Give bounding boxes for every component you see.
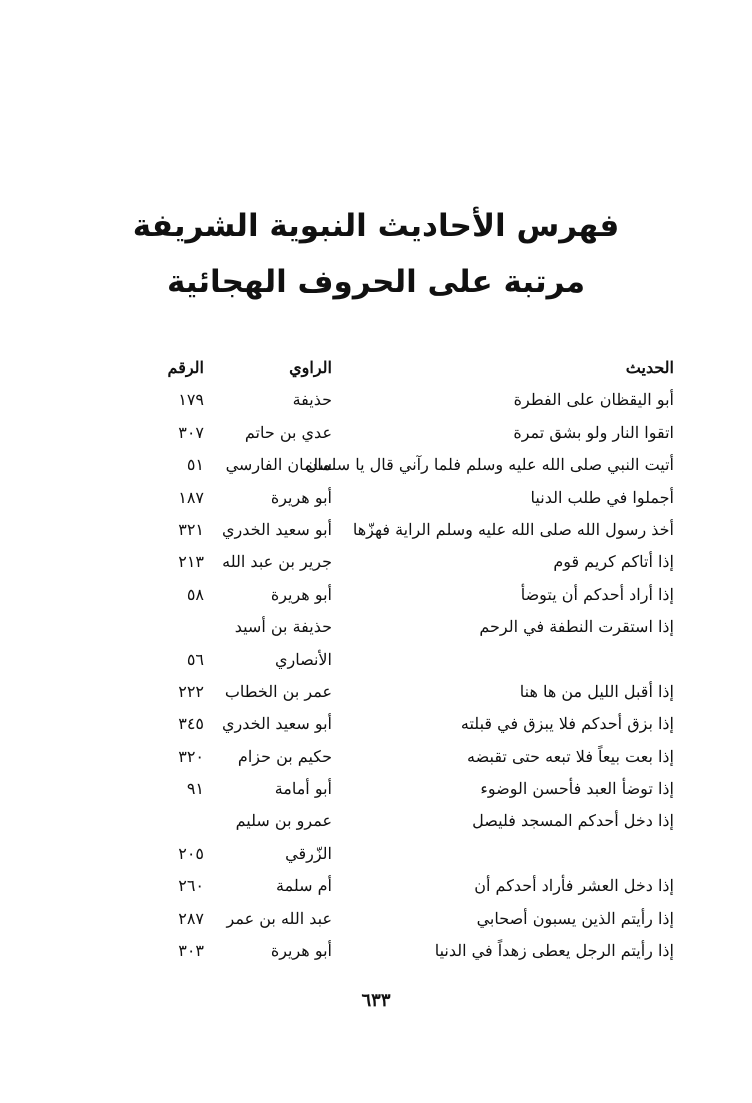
entry-number: ٢٢٢	[178, 681, 204, 701]
hadith-text: إذا استقرت النطفة في الرحم	[479, 617, 674, 637]
table-row	[0, 482, 752, 514]
narrator-name: أبو سعيد الخدري	[222, 519, 332, 539]
narrator-name: أبو هريرة	[270, 941, 332, 961]
table-row	[0, 449, 752, 481]
table-row	[0, 935, 752, 967]
entry-number: ٢٨٧	[178, 908, 204, 928]
hadith-text: إذا دخل أحدكم المسجد فليصل	[472, 811, 674, 831]
title-line-1: فهرس الأحاديث النبوية الشريفة	[132, 208, 620, 244]
narrator-name: حذيفة	[292, 390, 332, 410]
hadith-text: إذا أراد أحدكم أن يتوضأ	[520, 584, 674, 604]
narrator-name: سلمان الفارسي	[225, 455, 332, 475]
table-row	[0, 676, 752, 708]
hadith-index-table	[0, 352, 752, 967]
narrator-name: أبو سعيد الخدري	[222, 714, 332, 734]
entry-number	[164, 611, 204, 643]
narrator-name: أم سلمة	[276, 876, 332, 896]
table-row	[0, 417, 752, 449]
table-row	[0, 838, 752, 870]
hadith-text: إذا بعت بيعاً فلا تبعه حتى تقبضه	[467, 746, 674, 766]
entry-number: ٣٠٧	[178, 422, 204, 442]
hadith-text: إذا بزق أحدكم فلا يبزق في قبلته	[460, 714, 674, 734]
hadith-text: أبو اليقظان على الفطرة	[513, 390, 674, 410]
narrator-name: أبو أمامة	[274, 779, 332, 799]
table-row	[0, 644, 752, 676]
narrator-name: عبد الله بن عمر	[226, 908, 332, 928]
index-title	[0, 198, 752, 310]
table-body	[0, 384, 752, 967]
narrator-name: عدي بن حاتم	[244, 422, 332, 442]
header-rawi: الراوي	[289, 358, 332, 377]
table-row	[0, 384, 752, 416]
entry-number: ٢٠٥	[178, 843, 204, 863]
entry-number: ٥٦	[186, 649, 204, 669]
narrator-name: أبو هريرة	[270, 487, 332, 507]
header-number: الرقم	[167, 358, 204, 377]
hadith-text: أتيت النبي صلى الله عليه وسلم فلما رآني قال يا سلمان	[305, 455, 674, 475]
entry-number: ٥٨	[186, 584, 204, 604]
entry-number: ٩١	[186, 779, 204, 799]
hadith-text: إذا أقبل الليل من ها هنا	[519, 681, 674, 701]
title-line-2: مرتبة على الحروف الهجائية	[166, 264, 586, 300]
entry-number: ٣٠٣	[178, 941, 204, 961]
entry-number: ٢١٣	[178, 552, 204, 572]
table-row	[0, 903, 752, 935]
narrator-name: حذيفة بن أسيد	[234, 617, 332, 637]
table-row	[0, 870, 752, 902]
entry-number: ٥١	[186, 455, 204, 475]
narrator-name: حكيم بن حزام	[237, 746, 332, 766]
hadith-text: إذا دخل العشر فأراد أحدكم أن	[474, 876, 674, 896]
table-row	[0, 611, 752, 643]
entry-number	[164, 805, 204, 837]
hadith-text: اتقوا النار ولو بشق تمرة	[513, 422, 674, 442]
table-row	[0, 741, 752, 773]
header-hadith: الحديث	[625, 358, 674, 377]
entry-number: ٣٢٠	[178, 746, 204, 766]
hadith-text: إذا توضأ العبد فأحسن الوضوء	[480, 779, 674, 799]
entry-number: ٣٢١	[178, 519, 204, 539]
hadith-text: إذا رأيتم الرجل يعطى زهداً في الدنيا	[434, 941, 674, 961]
hadith-text: إذا رأيتم الذين يسبون أصحابي	[476, 908, 674, 928]
entry-number: ١٧٩	[178, 390, 204, 410]
entry-number: ١٨٧	[178, 487, 204, 507]
narrator-name: جرير بن عبد الله	[222, 552, 332, 572]
narrator-name: أبو هريرة	[270, 584, 332, 604]
entry-number: ٢٦٠	[178, 876, 204, 896]
narrator-name: عمرو بن سليم	[235, 811, 332, 831]
hadith-text: أجملوا في طلب الدنيا	[530, 487, 674, 507]
table-row	[0, 773, 752, 805]
table-row	[0, 546, 752, 578]
narrator-name: الزّرقي	[285, 843, 332, 863]
entry-number: ٣٤٥	[178, 714, 204, 734]
table-row	[0, 805, 752, 837]
table-row	[0, 579, 752, 611]
narrator-name: عمر بن الخطاب	[224, 681, 332, 701]
table-row	[0, 514, 752, 546]
table-row	[0, 708, 752, 740]
table-header-row	[0, 352, 752, 384]
hadith-text: إذا أتاكم كريم قوم	[553, 552, 674, 572]
hadith-text: أخذ رسول الله صلى الله عليه وسلم الراية فهزّها	[352, 519, 674, 539]
narrator-name: الأنصاري	[274, 649, 332, 669]
page-number: ٦٣٣	[361, 990, 391, 1011]
